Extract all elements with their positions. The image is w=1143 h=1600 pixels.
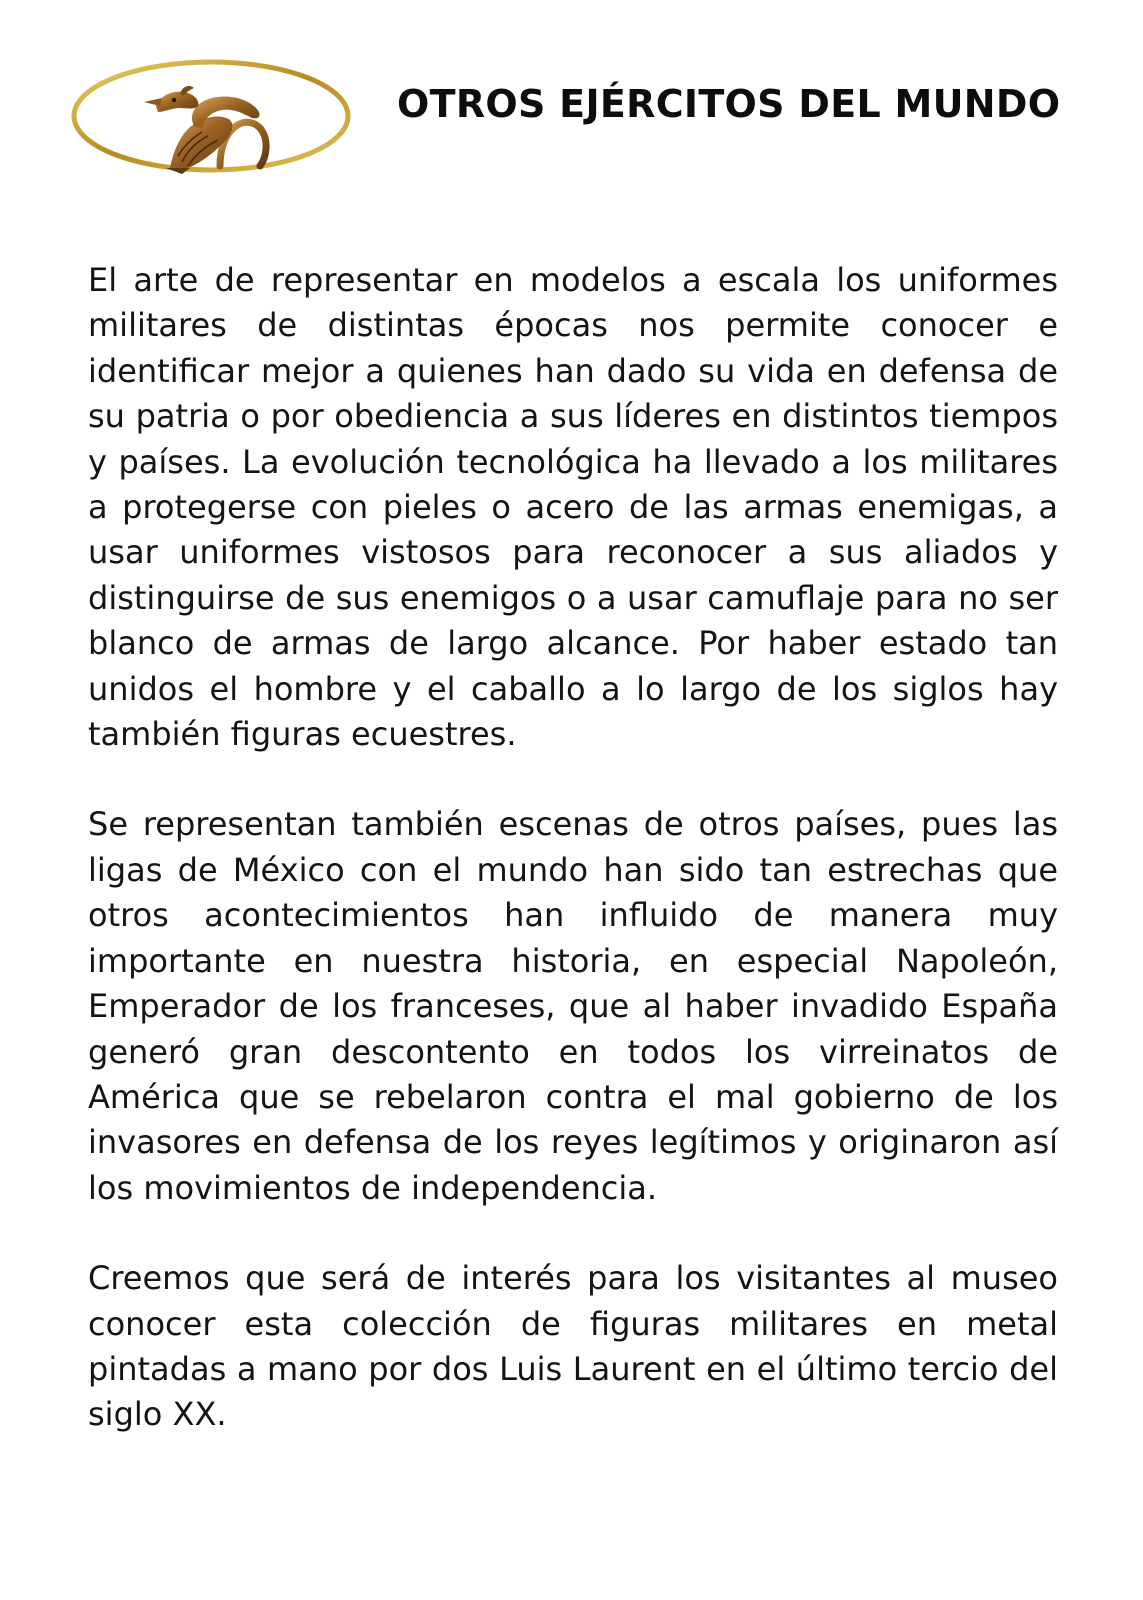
paragraph-other-countries: Se representan también escenas de otros países, pues las ligas de México con el mundo han sido tan estrechas que otros acontecimientos han influido de manera muy importante en nuestra historia, en especial Napoleón, Emperador de los franceses, que al haber invadido España generó gran descontento en todos los virreinatos de América que se rebelaron contra el mal gobierno de los invasores en defensa de los reyes legítimos y originaron así los movimientos de independencia. [88, 805, 1058, 1207]
document-body [88, 258, 1058, 1438]
bronze-eagle-emblem-icon [70, 58, 360, 176]
page-header [70, 58, 1100, 178]
paragraph-intro: El arte de representar en modelos a escala los uniformes militares de distintas épocas nos permite conocer e identificar mejor a quienes han dado su vida en defensa de su patria o por obediencia a sus líderes en distintos tiempos y países. La evolución tecnológica ha llevado a los militares a protegerse con pieles o acero de las armas enemigas, a usar uniformes vistosos para reconocer a sus aliados y distinguirse de sus enemigos o a usar camuflaje para no ser blanco de armas de largo alcance. Por haber estado tan unidos el hombre y el caballo a lo largo de los siglos hay también figuras ecuestres. [88, 261, 1058, 754]
paragraph-closing: Creemos que será de interés para los visitantes al museo conocer esta colección de figuras militares en metal pintadas a mano por dos Luis Laurent en el último tercio del siglo XX. [88, 1259, 1058, 1434]
page-title: OTROS EJÉRCITOS DEL MUNDO [397, 82, 1061, 126]
